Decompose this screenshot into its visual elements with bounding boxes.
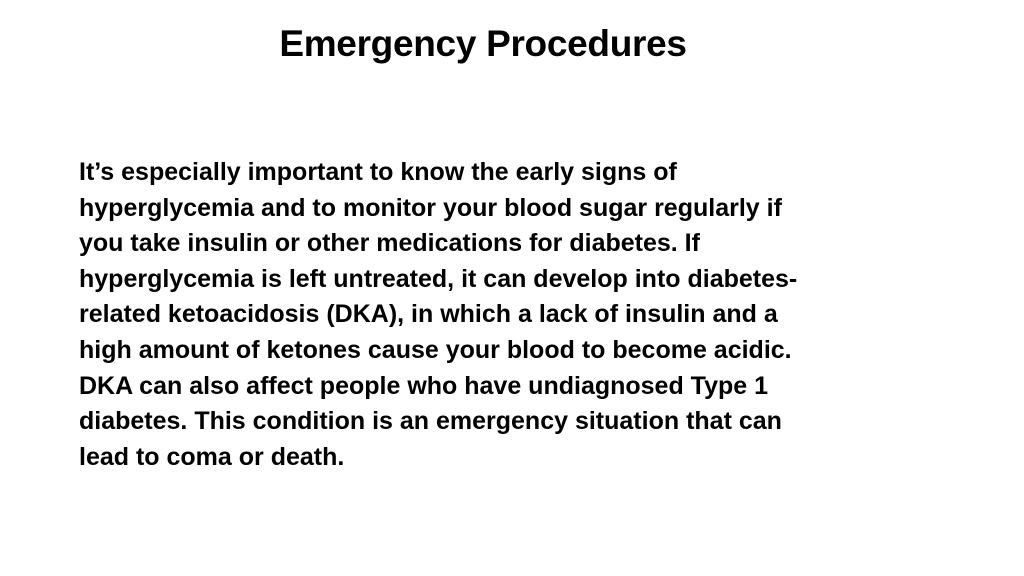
body-line: DKA can also affect people who have undiagnosed Type 1 [79, 371, 769, 400]
slide-title: Emergency Procedures [279, 23, 687, 64]
body-line: hyperglycemia and to monitor your blood sugar regularly if [79, 193, 782, 222]
body-line: related ketoacidosis (DKA), in which a lack of insulin and a [79, 300, 778, 329]
body-line: you take insulin or other medications for diabetes. If [79, 229, 700, 258]
slide-body [79, 155, 979, 475]
body-line: lead to coma or death. [79, 442, 345, 471]
body-line: high amount of ketones cause your blood to become acidic. [79, 335, 792, 364]
body-line: hyperglycemia is left untreated, it can develop into diabetes- [79, 264, 798, 293]
body-line: It’s especially important to know the early signs of [79, 158, 677, 186]
body-line: diabetes. This condition is an emergency situation that can [79, 407, 782, 436]
